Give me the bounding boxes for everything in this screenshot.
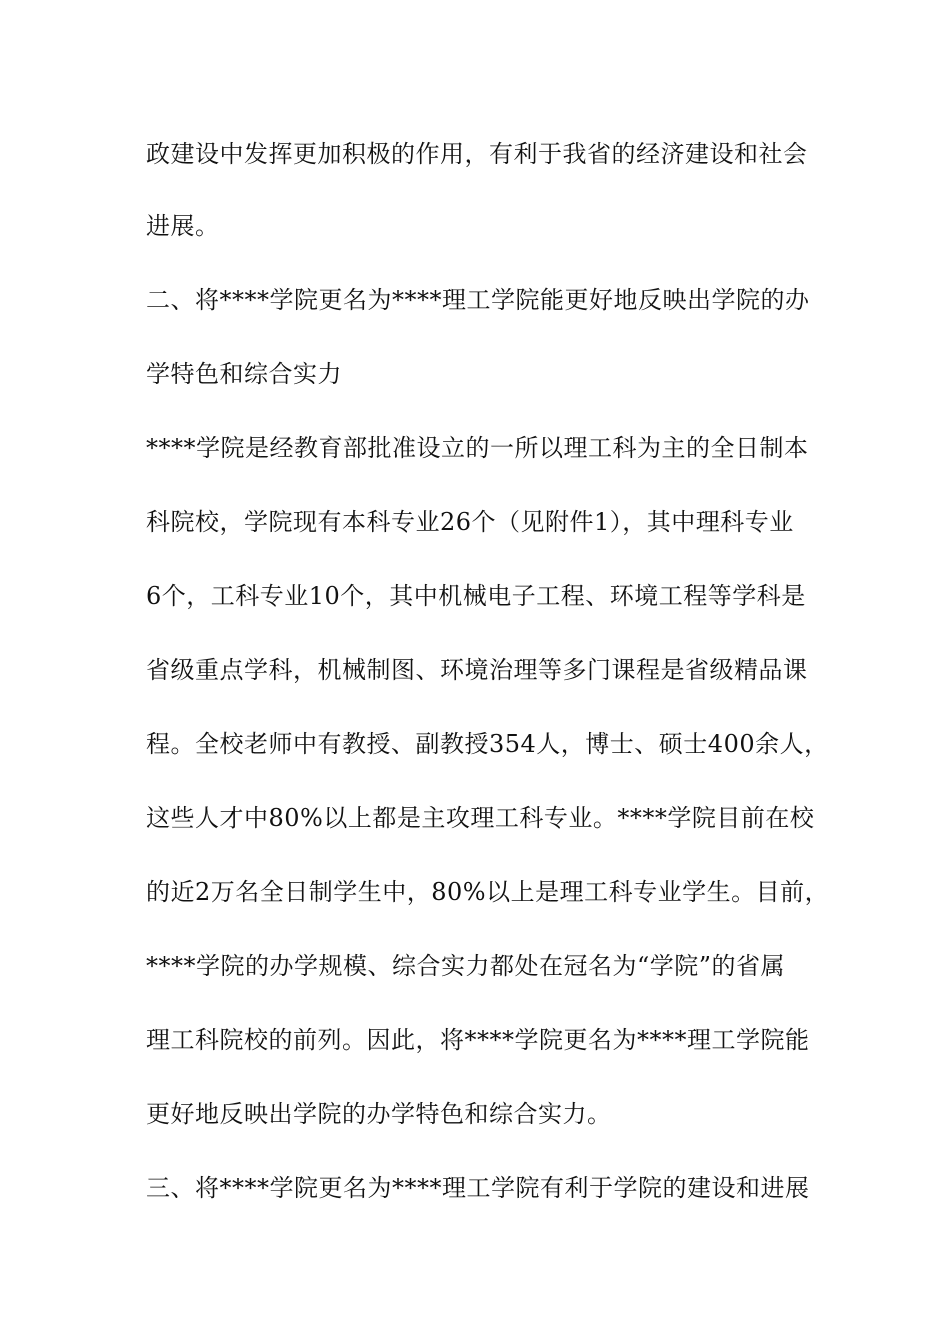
text-line: 理工科院校的前列。因此，将****学院更名为****理工学院能 <box>146 1026 810 1054</box>
text-line: ****学院的办学规模、综合实力都处在冠名为“学院”的省属 <box>146 952 786 980</box>
text-line: 省级重点学科，机械制图、环境治理等多门课程是省级精品课 <box>146 656 808 684</box>
text-line: 6个，工科专业10个，其中机械电子工程、环境工程等学科是 <box>146 582 806 610</box>
text-line: ****学院是经教育部批准设立的一所以理工科为主的全日制本 <box>146 434 809 462</box>
section-heading: 三、将****学院更名为****理工学院有利于学院的建设和进展 <box>146 1174 810 1202</box>
text-line: 更好地反映出学院的办学特色和综合实力。 <box>146 1100 612 1128</box>
text-line: 科院校，学院现有本科专业26个（见附件1），其中理科专业 <box>146 508 794 536</box>
section-heading: 二、将****学院更名为****理工学院能更好地反映出学院的办 <box>146 286 810 314</box>
text-line: 这些人才中80%以上都是主攻理工科专业。****学院目前在校 <box>146 804 815 832</box>
text-line: 的近2万名全日制学生中，80%以上是理工科专业学生。目前， <box>146 878 830 906</box>
text-line: 程。全校老师中有教授、副教授354人，博士、硕士400余人， <box>146 730 829 758</box>
text-line: 进展。 <box>146 212 220 240</box>
text-line: 政建设中发挥更加积极的作用，有利于我省的经济建设和社会 <box>146 140 808 168</box>
section-heading: 学特色和综合实力 <box>146 360 342 388</box>
